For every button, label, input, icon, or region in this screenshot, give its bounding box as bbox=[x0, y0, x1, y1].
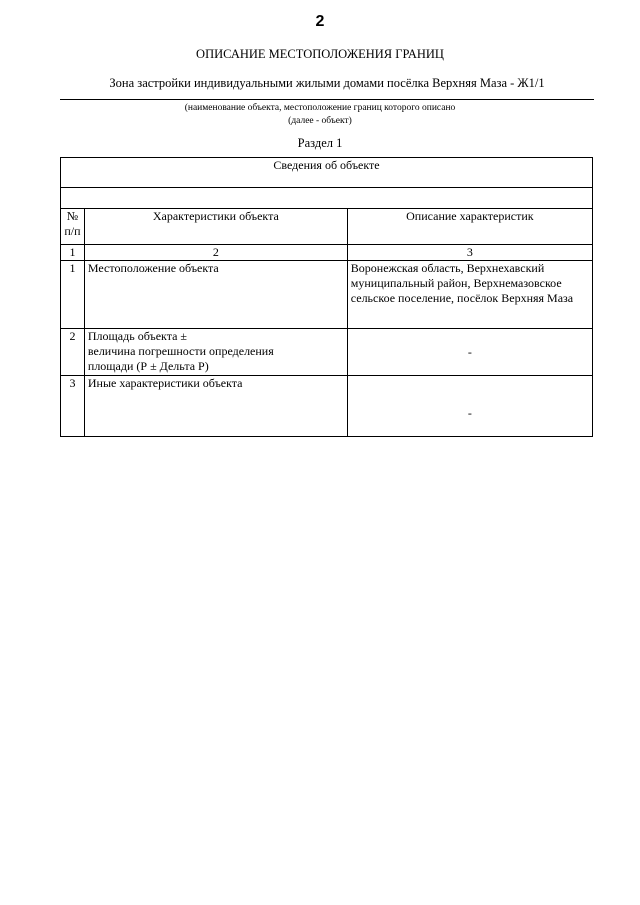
table-blank-row bbox=[61, 188, 593, 209]
column-header-number: № п/п bbox=[61, 209, 85, 245]
row-number: 3 bbox=[61, 376, 85, 437]
column-header-row bbox=[61, 209, 593, 245]
zone-name: Зона застройки индивидуальными жилыми домами посёлка Верхняя Маза - Ж1/1 bbox=[109, 76, 545, 90]
characteristic-line-3: площади (Р ± Дельта Р) bbox=[87, 359, 209, 373]
document-title: ОПИСАНИЕ МЕСТОПОЛОЖЕНИЯ ГРАНИЦ bbox=[196, 47, 444, 61]
table-row bbox=[61, 261, 593, 329]
row-number: 2 bbox=[61, 329, 85, 376]
row-characteristic bbox=[84, 329, 347, 376]
row-number: 1 bbox=[61, 261, 85, 329]
table-heading: Сведения об объекте bbox=[61, 158, 593, 188]
section-title: Раздел 1 bbox=[297, 136, 343, 150]
column-number-row bbox=[61, 245, 593, 261]
table-row bbox=[61, 376, 593, 437]
column-header-characteristic: Характеристики объекта bbox=[84, 209, 347, 245]
column-number-2: 2 bbox=[84, 245, 347, 261]
table-row bbox=[61, 329, 593, 376]
object-caption bbox=[0, 102, 640, 128]
caption-line-1: (наименование объекта, местоположение границ которого описано bbox=[184, 103, 456, 113]
row-description: - bbox=[347, 376, 592, 437]
column-header-description: Описание характеристик bbox=[347, 209, 592, 245]
column-number-1: 1 bbox=[61, 245, 85, 261]
caption-line-2: (далее - объект) bbox=[288, 116, 352, 126]
row-characteristic: Иные характеристики объекта bbox=[84, 376, 347, 437]
title-underline bbox=[60, 99, 594, 100]
characteristic-line-2: величина погрешности определения bbox=[87, 344, 274, 358]
column-number-3: 3 bbox=[347, 245, 592, 261]
characteristic-line-1: Площадь объекта ± bbox=[87, 329, 188, 343]
page-number: 2 bbox=[315, 13, 325, 30]
blank-cell bbox=[61, 188, 593, 209]
row-description: - bbox=[347, 329, 592, 376]
row-description: Воронежская область, Верхнехавский муниципальный район, Верхнемазовское сельское поселение, посёлок Верхняя Маза bbox=[347, 261, 592, 329]
table-heading-row bbox=[61, 158, 593, 188]
row-characteristic: Местоположение объекта bbox=[84, 261, 347, 329]
object-info-table bbox=[60, 157, 593, 437]
